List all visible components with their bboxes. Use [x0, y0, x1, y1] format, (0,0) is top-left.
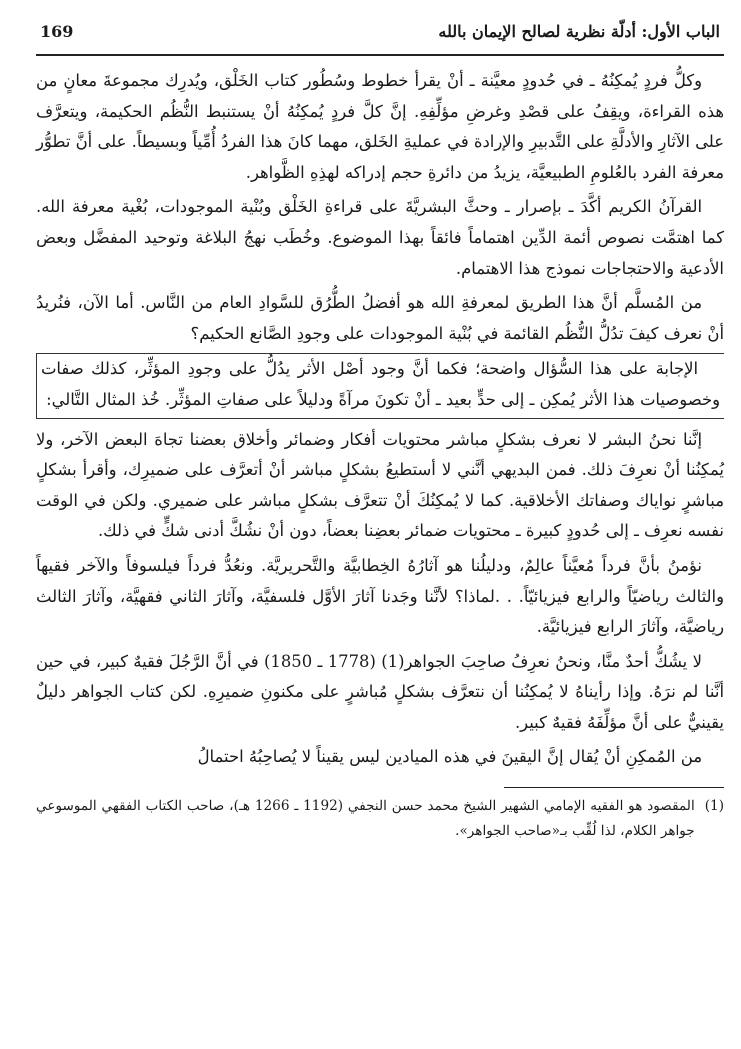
boxed-paragraph: الإجابة على هذا السُّؤال واضحة؛ فكما أنَّ وجود أصْل الأثر يدُلُّ على وجودِ المؤثِّر، كذلك صفات وخصوصيات هذا الأثر يُمكِن ـ إلى حدٍّ بعيد ـ أنْ تكونَ مرآةً ودليلاً على صفاتِ المؤثِّر. خُذ المثال التَّالي:	[36, 353, 724, 418]
main-text	[36, 66, 724, 773]
footnote-divider	[504, 787, 724, 788]
page-number: 169	[40, 22, 74, 41]
chapter-title: الباب الأول: أدلّة نظرية لصالح الإيمان بالله	[438, 22, 720, 41]
paragraph: القرآنُ الكريم أكَّدَ ـ بإصرار ـ وحثَّ البشريَّةَ على قراءةِ الخَلْق وبُنْية الموجودات، بُغْية معرفة الله. كما اهتمَّت نصوص أئمة الدِّين اهتماماً فائقاً بهذا الموضوع. وخُطَب نهجُ البلاغة وتوحيد المفضَّل وبعض الأدعية والاحتجاجات نموذج هذا الاهتمام.	[36, 197, 724, 278]
paragraph: من المُمكِنِ أنْ يُقال إنَّ اليقينَ في هذه الميادين ليس يقيناً لا يُصاحِبُهُ احتمالُ	[197, 747, 702, 767]
header-divider	[36, 54, 724, 56]
footnote-marker: (1)	[704, 798, 724, 815]
paragraph: إنَّنا نحنُ البشر لا نعرف بشكلٍ مباشر محتويات أفكار وضمائر وأخلاق بعضنا تجاهَ البعض الآخر، ولا يُمكِنُنا أنْ نعرِفَ ذلك. فمن البديهي أنَّني لا أستطيعُ بشكلٍ مباشر أنْ أتعرَّف على ضميرِك، وأقرأ بشكلٍ مباشرٍ نواياك وصفاتك الأخلاقية. كما لا يُمكِنُكَ أنْ تتعرَّف بشكلٍ مباشر على ضميري. ولكن في الوقت نفسه نعرِف ـ إلى حُدودٍ كبيرة ـ محتويات ضمائر بعضِنا بعضاً، دون أنْ نشُكَّ أدنى شكٍّ في ذلك.	[36, 429, 724, 541]
book-page	[36, 22, 724, 1032]
running-header	[36, 22, 724, 52]
footnote-text: المقصود هو الفقيه الإمامي الشهير الشيخ محمد حسن النجفي (1192 ـ 1266 هـ)، صاحب الكتاب الفقهي الموسوعي جواهر الكلام، لذا لُقِّب بـ«صاحب الجواهر».	[36, 798, 695, 840]
paragraph: من المُسلَّم أنَّ هذا الطريق لمعرفةِ الله هو أفضلُ الطُّرُق للسَّوادِ العام من النَّاس. أما الآن، فنُريدُ أنْ نعرف كيفَ تدُلُّ النُّظُم القائمة في بُنْية الموجودات على وجودِ الصَّانع الحكيم؟	[36, 293, 724, 343]
paragraph: نؤمنُ بأنَّ فرداً مُعيَّناً عالِمٌ، ودليلُنا هو آثارُهُ الخِطابيَّة والتَّحريريَّة. ونعُدُّ فرداً فيلسوفاً والآخر فقيهاً والثالث رياضيّاً والرابع فيزيائيّاً. . .لماذا؟ لأنَّنا وجَدنا آثارَ الأوَّل فلسفيَّة، وآثارَ الثاني فقهيَّة، وآثارَ الثالث رياضيَّة، وآثارَ الرابع فيزيائيَّة.	[36, 555, 724, 637]
paragraph: لا يشُكُّ أحدٌ منَّا، ونحنُ نعرِفُ صاحِبَ الجواهر(1) (1778 ـ 1850) في أنَّ الرَّجُلَ فقيهٌ كبير، في حين أنَّنا لم نرَهُ. وإذا رأيناهُ لا يُمكِنُنا أن نتعرَّف بشكلٍ مُباشرٍ على مكنونِ ضميرِهِ. لكن كتاب الجواهر دليلٌ يقينيٌّ على أنَّ مؤلِّفَهُ فقيهٌ كبير.	[36, 651, 724, 732]
footnote	[36, 794, 724, 844]
paragraph: وكلُّ فردٍ يُمكِنُهُ ـ في حُدودٍ معيَّنة ـ أنْ يقرأ خطوط وسُطُور كتاب الخَلْق، ويُدرِك مجموعةَ معانٍ من هذه القراءة، ويقِفُ على قصْدِ وغرضِ مؤلِّفِهِ. إنَّ كلَّ فردٍ يُمكِنُهُ أنْ يستنبط النُّظُم الحكيمة، ويتعرَّف على الآثارِ والأدلَّةِ على التَّدبيرِ والإرادة في عمليةِ الخَلق، مهما كانَ هذا الفردُ أُمِّياً وبسيطاً. على أنَّ تطوُّر معرفة الفرد بالعُلومِ الطبيعيَّة، يزيدُ من دائرةِ حجم إدراكه لهذِهِ الظَّواهر.	[36, 71, 724, 182]
